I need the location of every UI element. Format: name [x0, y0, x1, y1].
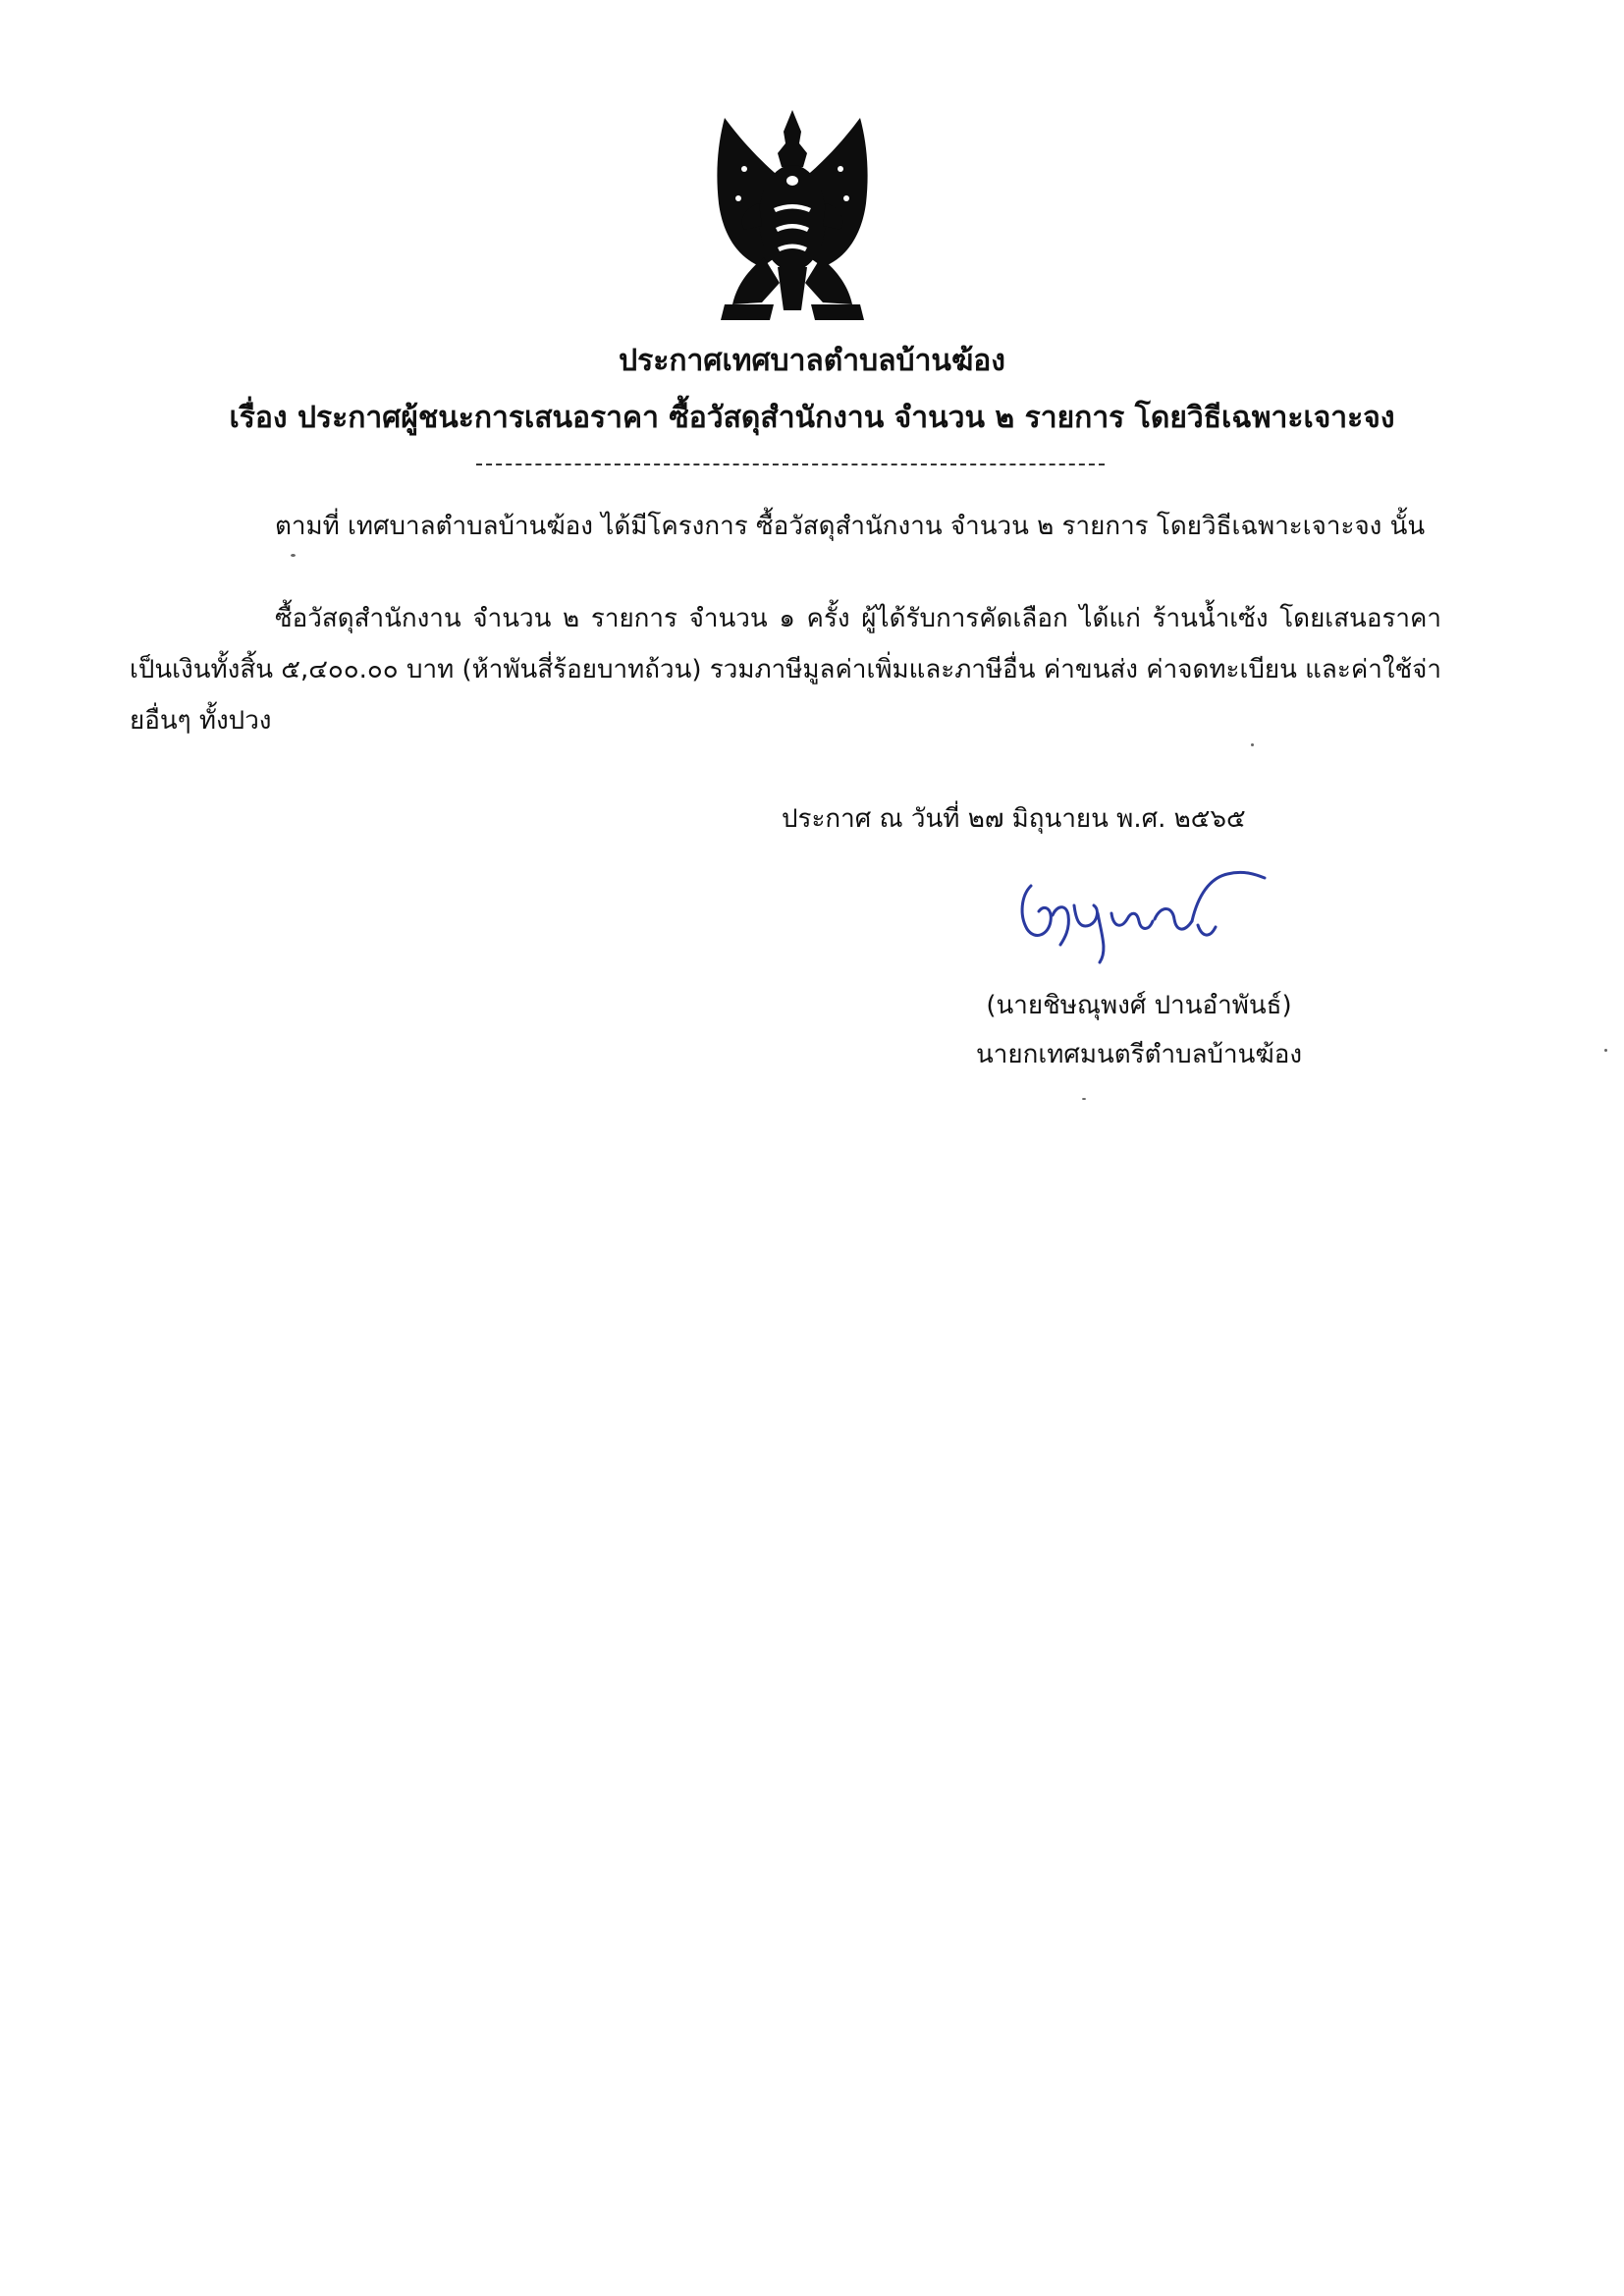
handwritten-signature: [992, 856, 1286, 966]
scan-speck: [291, 554, 296, 557]
body-paragraph-2: ซื้อวัสดุสำนักงาน จำนวน ๒ รายการ จำนวน ๑ ครั้ง ผู้ได้รับการคัดเลือก ได้แก่ ร้านน้ำเซ้ง โดยเสนอราคาเป็นเงินทั้งสิ้น ๕,๔๐๐.๐๐ บาท (ห้าพันสี่ร้อยบาทถ้วน) รวมภาษีมูลค่าเพิ่มและภาษีอื่น ค่าขนส่ง ค่าจดทะเบียน และค่าใช้จ่ายอื่นๆ ทั้งปวง: [130, 604, 1441, 736]
document-title: ประกาศเทศบาลตำบลบ้านฆ้อง: [619, 344, 1005, 378]
garuda-emblem-icon: [705, 110, 880, 328]
announcement-date: ประกาศ ณ วันที่ ๒๗ มิถุนายน พ.ศ. ๒๕๖๕: [782, 804, 1246, 834]
title-divider: [476, 464, 1105, 465]
body-paragraph-1: ตามที่ เทศบาลตำบลบ้านฆ้อง ได้มีโครงการ ซื้อวัสดุสำนักงาน จำนวน ๒ รายการ โดยวิธีเฉพาะเจาะจง นั้น: [275, 512, 1426, 541]
document-subject: เรื่อง ประกาศผู้ชนะการเสนอราคา ซื้อวัสดุสำนักงาน จำนวน ๒ รายการ โดยวิธีเฉพาะเจาะจง: [229, 401, 1395, 435]
signer-title: นายกเทศมนตรีตำบลบ้านฆ้อง: [975, 1040, 1303, 1069]
scan-speck: [1251, 743, 1254, 746]
signer-name: (นายชิษณุพงศ์ ปานอำพันธ์): [986, 991, 1292, 1020]
scan-speck: [1604, 1049, 1607, 1052]
scan-speck: [1082, 1098, 1086, 1100]
